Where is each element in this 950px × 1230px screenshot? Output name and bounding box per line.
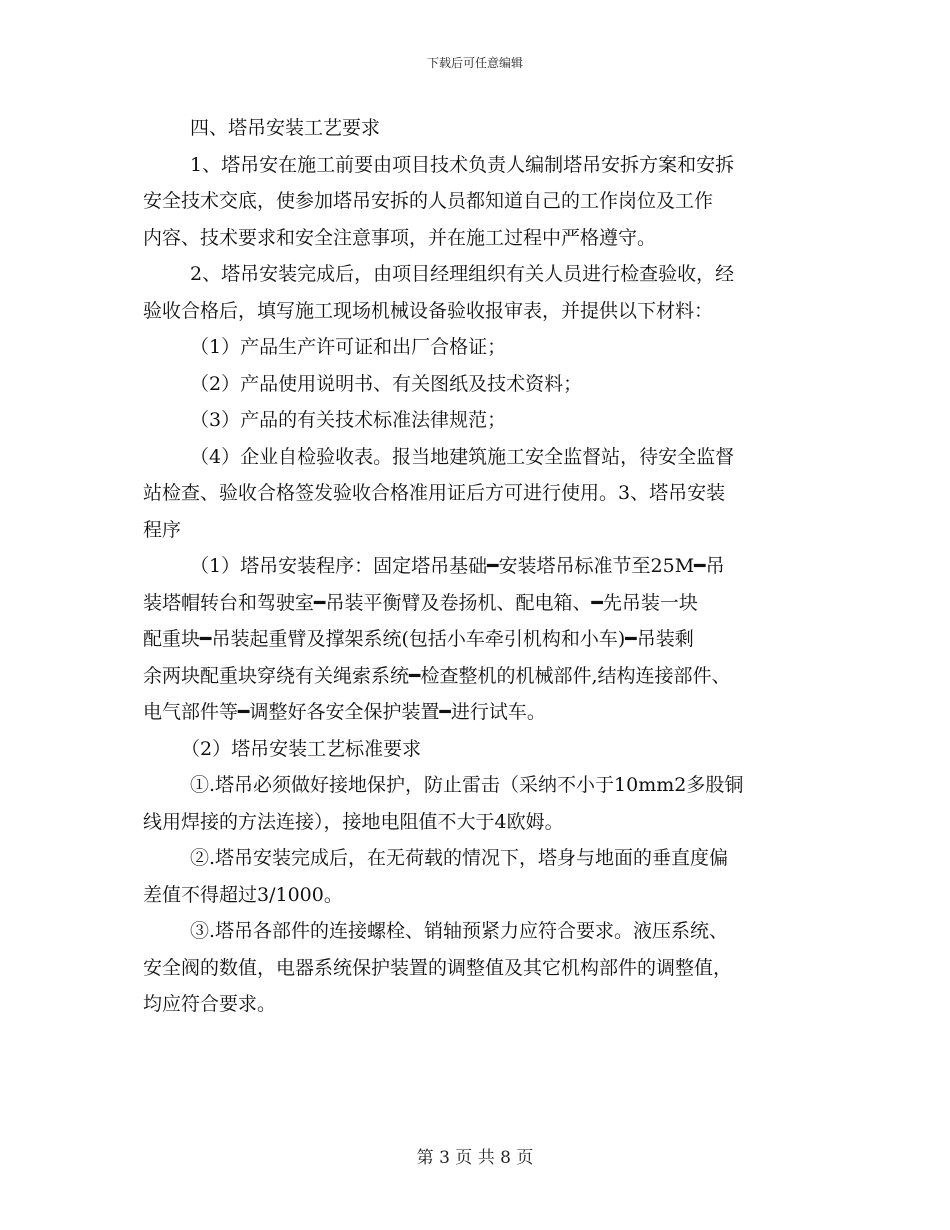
list-item: ①.塔吊必须做好接地保护，防止雷击（采纳不小于10mm2多股铜 <box>190 774 744 796</box>
paragraph-line: 装塔帽转台和驾驶室━吊装平衡臂及卷扬机、配电箱、━先吊装一块 <box>143 591 698 614</box>
paragraph-line: 2、塔吊安装完成后，由项目经理组织有关人员进行检查验收，经 <box>190 263 735 285</box>
paragraph-line: 内容、技术要求和安全注意事项，并在施工过程中严格遵守。 <box>143 226 657 249</box>
list-item: （2）塔吊安装工艺标准要求 <box>181 737 422 760</box>
paragraph-line: 线用焊接的方法连接），接地电阻值不大于4欧姆。 <box>143 810 564 833</box>
paragraph-line: 安全技术交底，使参加塔吊安拆的人员都知道自己的工作岗位及工作 <box>143 190 714 212</box>
list-item: ③.塔吊各部件的连接螺栓、销轴预紧力应符合要求。液压系统、 <box>190 920 729 942</box>
paragraph-line: 验收合格后，填写施工现场机械设备验收报审表，并提供以下材料： <box>143 299 714 322</box>
list-item: （1）塔吊安装程序：固定塔吊基础━安装塔吊标准节至25M━吊 <box>190 555 725 577</box>
paragraph-line: 配重块━吊装起重臂及撑架系统(包括小车牵引机构和小车)━吊装剩 <box>143 628 694 650</box>
page-footer: 第 3 页 共 8 页 <box>416 1148 534 1168</box>
page-header: 下载后可任意编辑 <box>426 56 523 70</box>
section-heading: 四、塔吊安装工艺要求 <box>190 117 381 139</box>
paragraph-line: 余两块配重块穿绕有关绳索系统━检查整机的机械部件,结构连接部件、 <box>143 664 731 687</box>
list-item: （3）产品的有关技术标准法律规范； <box>190 409 507 431</box>
list-item: （1）产品生产许可证和出厂合格证； <box>190 336 507 358</box>
paragraph-line: 差值不得超过3/1000。 <box>143 883 343 906</box>
paragraph-line: 程序 <box>143 518 182 541</box>
list-item: ②.塔吊安装完成后，在无荷载的情况下，塔身与地面的垂直度偏 <box>190 847 729 869</box>
document-body <box>143 110 823 1023</box>
paragraph-line: 1、塔吊安在施工前要由项目技术负责人编制塔吊安拆方案和安拆 <box>190 153 735 176</box>
list-item: （4）企业自检验收表。报当地建筑施工安全监督站，待安全监督 <box>190 445 735 468</box>
paragraph-line: 安全阀的数值，电器系统保护装置的调整值及其它机构部件的调整值， <box>143 956 733 979</box>
paragraph-line: 电气部件等━调整好各安全保护装置━进行试车。 <box>143 701 546 723</box>
list-item: （2）产品使用说明书、有关图纸及技术资料； <box>190 372 583 395</box>
paragraph-line: 站检查、验收合格签发验收合格准用证后方可进行使用。3、塔吊安装 <box>143 482 726 504</box>
paragraph-line: 均应符合要求。 <box>143 993 277 1015</box>
